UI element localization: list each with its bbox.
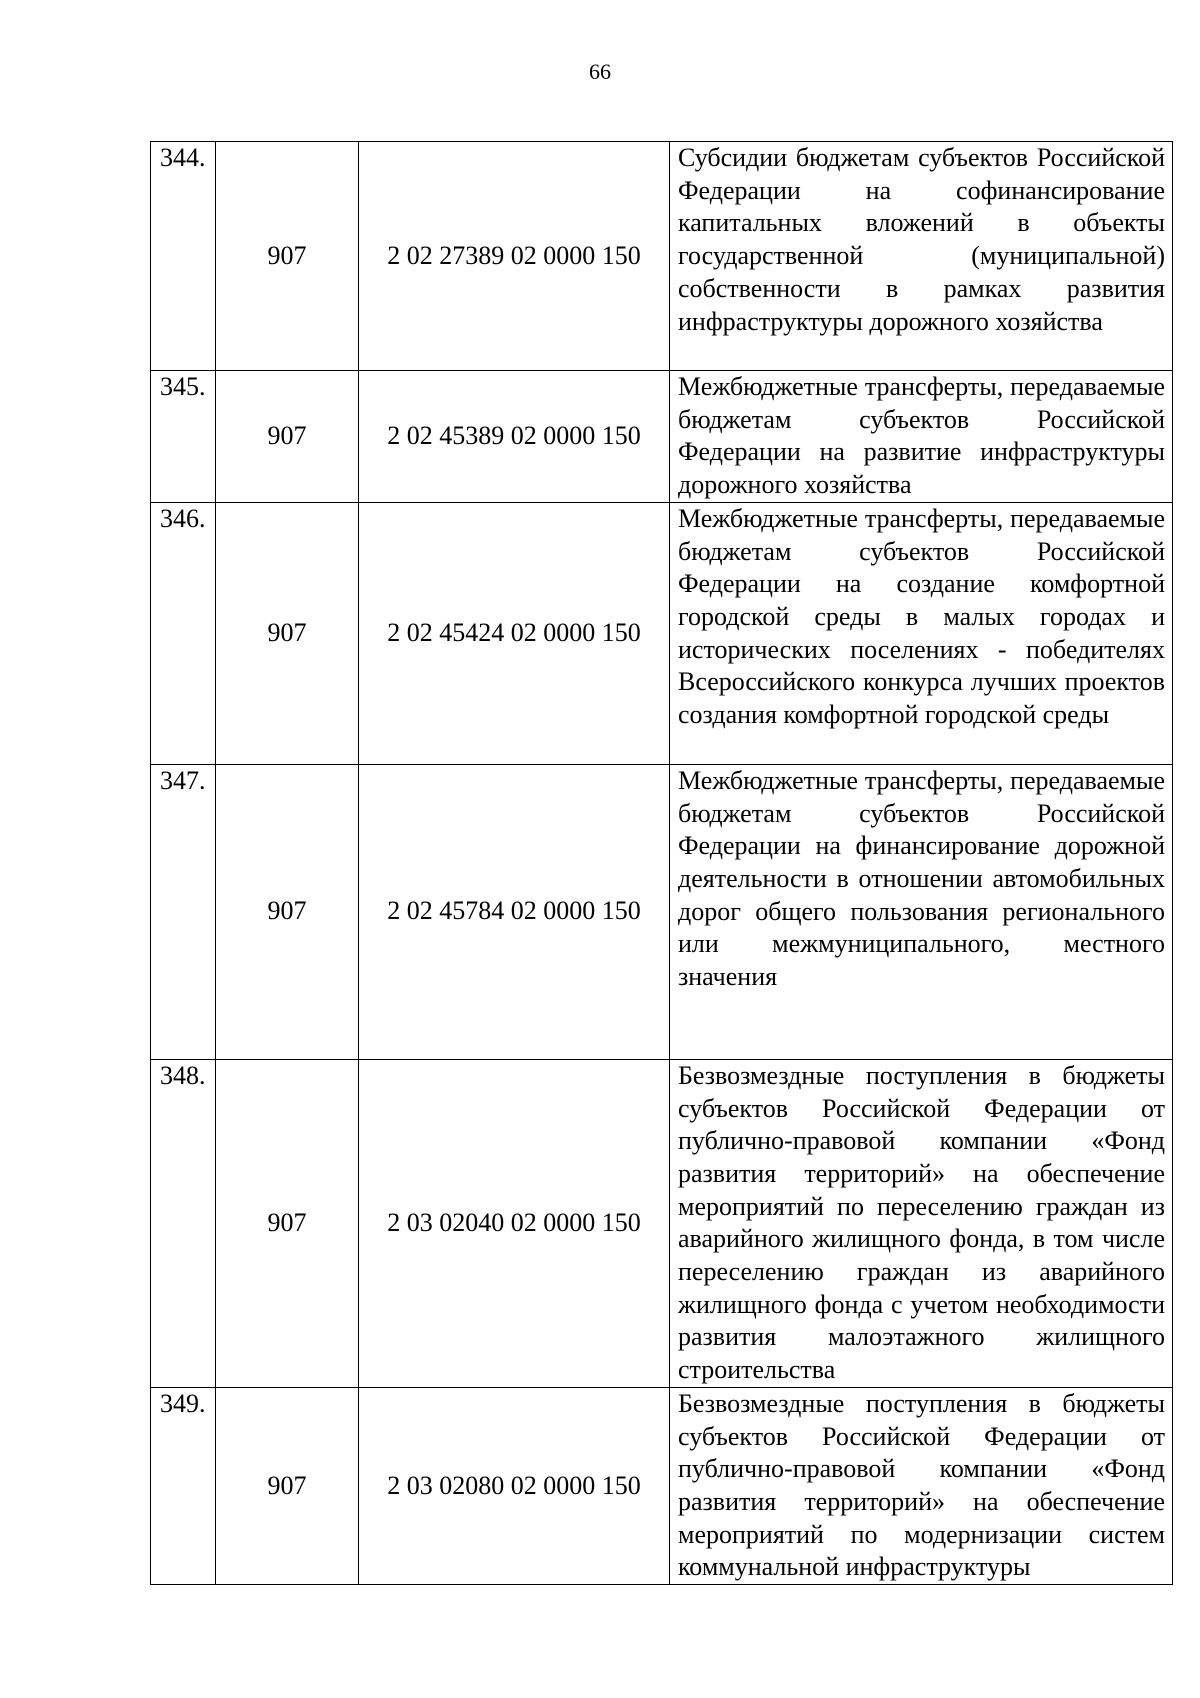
admin-code: 907 <box>216 764 359 1059</box>
admin-code: 907 <box>216 502 359 764</box>
revenue-name: Безвозмездные поступления в бюджеты субъектов Российской Федерации от публично-правовой компании «Фонд развития территорий» на обеспечение мероприятий по модернизации систем коммунальной инфраструктуры <box>670 1387 1173 1584</box>
revenue-name: Межбюджетные трансферты, передаваемые бюджетам субъектов Российской Федерации на создание комфортной городской среды в малых городах и исторических поселениях - победителях Всероссийского конкурса лучших проектов создания комфортной городской среды <box>670 502 1173 764</box>
revenue-name: Субсидии бюджетам субъектов Российской Федерации на софинансирование капитальных вложений в объекты государственной (муниципальной) собственности в рамках развития инфраструктуры дорожного хозяйства <box>670 142 1173 371</box>
row-number: 344. <box>151 142 216 371</box>
budget-classification-code: 2 02 27389 02 0000 150 <box>359 142 670 371</box>
admin-code: 907 <box>216 371 359 503</box>
table-row <box>151 1387 1173 1584</box>
table-row <box>151 1059 1173 1387</box>
budget-classification-code: 2 02 45784 02 0000 150 <box>359 764 670 1059</box>
row-number: 345. <box>151 371 216 503</box>
admin-code: 907 <box>216 142 359 371</box>
revenue-name: Межбюджетные трансферты, передаваемые бюджетам субъектов Российской Федерации на развитие инфраструктуры дорожного хозяйства <box>670 371 1173 503</box>
row-number: 347. <box>151 764 216 1059</box>
budget-classification-code: 2 02 45424 02 0000 150 <box>359 502 670 764</box>
revenue-name: Межбюджетные трансферты, передаваемые бюджетам субъектов Российской Федерации на финансирование дорожной деятельности в отношении автомобильных дорог общего пользования регионального или межмуниципального, местного значения <box>670 764 1173 1059</box>
table-row <box>151 502 1173 764</box>
row-number: 349. <box>151 1387 216 1584</box>
budget-codes-table <box>150 141 1173 1585</box>
budget-classification-code: 2 03 02040 02 0000 150 <box>359 1059 670 1387</box>
admin-code: 907 <box>216 1387 359 1584</box>
row-number: 346. <box>151 502 216 764</box>
budget-classification-code: 2 03 02080 02 0000 150 <box>359 1387 670 1584</box>
table-row <box>151 764 1173 1059</box>
table-row <box>151 142 1173 371</box>
budget-classification-code: 2 02 45389 02 0000 150 <box>359 371 670 503</box>
row-number: 348. <box>151 1059 216 1387</box>
table-row <box>151 371 1173 503</box>
revenue-name: Безвозмездные поступления в бюджеты субъектов Российской Федерации от публично-правовой компании «Фонд развития территорий» на обеспечение мероприятий по переселению граждан из аварийного жилищного фонда, в том числе переселению граждан из аварийного жилищного фонда с учетом необходимости развития малоэтажного жилищного строительства <box>670 1059 1173 1387</box>
admin-code: 907 <box>216 1059 359 1387</box>
page-number: 66 <box>589 59 611 84</box>
